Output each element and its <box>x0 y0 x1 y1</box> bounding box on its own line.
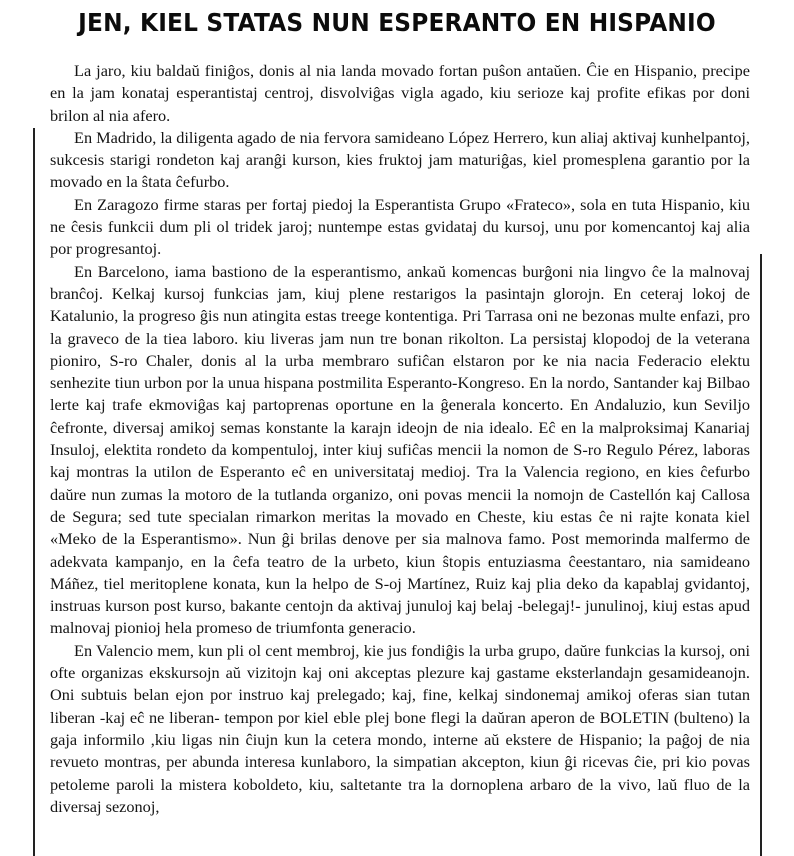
right-margin-rule <box>760 254 762 856</box>
paragraph-3: En Zaragozo firme staras per fortaj piedoj la Esperantista Grupo «Frateco», sola en tuta Hispanio, kiu ne ĉesis funkcii dum pli ol tridek jaroj; nuntempe estas gvidataj du kursoj, unu por komencantoj kaj alia por progresantoj. <box>50 194 750 259</box>
paragraph-5: En Valencio mem, kun pli ol cent membroj, kie jus fondiĝis la urba grupo, daŭre funkcias la kursoj, oni ofte organizas ekskursojn aŭ vizitojn kaj oni akceptas plezure kaj gastame eksterlandajn gesamideanojn. Oni subtuis belan ejon por instruo kaj prelegado; kaj, fine, kelkaj sindonemaj amikoj oferas sian tutan liberan -kaj eĉ ne liberan- tempon por kiel eble plej bone flegi la daŭran aperon de BOLETIN (bulteno) la gaja informilo ,kiu ligas nin ĉiujn kun la cetera mondo, interne aŭ ekstere de Hispanio; la paĝoj de nia revueto montras, per abunda interesa kunlaboro, la simpatian akcepton, kiun ĝi ricevas ĉie, pri kio povas petoleme paroli la mistera koboldeto, kiu, saltetante tra la dornoplena arbaro de la vivo, laŭ fluo de la diversaj sezonoj, <box>50 640 750 816</box>
paragraph-2: En Madrido, la diligenta agado de nia fervora samideano López Herrero, kun aliaj aktivaj kunhelpantoj, sukcesis starigi rondeton kaj aranĝi kurson, kies fruktoj jam maturiĝas, kiel promesplena garantio por la movado en la ŝtata ĉefurbo. <box>50 127 750 192</box>
left-margin-rule <box>33 128 35 856</box>
article-title: JEN, KIEL STATAS NUN ESPERANTO EN HISPANIO <box>78 8 716 37</box>
paragraph-4: En Barcelono, iama bastiono de la esperantismo, ankaŭ komencas burĝoni nia lingvo ĉe la malnovaj branĉoj. Kelkaj kursoj funkcias jam, kiuj plene restarigos la pasintajn glorojn. En ceteraj lokoj de Katalunio, la progreso ĝis nun atingita estas treege kontentiga. Pri Tarrasa oni ne bezonas multe enfazi, pro la graveco de la tiea laboro. kiu liveras jam nun tre bonan rikolton. La persistaj klopodoj de la veterana pioniro, S-ro Chaler, donis al la urba membraro sufiĉan elstaron por ke nia nacia Federacio elektu senhezite tiun urbon por la unua hispana postmilita Esperanto-Kongreso. En la nordo, Santander kaj Bilbao lerte kaj trafe ekmoviĝas kaj partoprenas oportune en la ĝenerala koncerto. En Andaluzio, kun Seviljo ĉefronte, diversaj amikoj semas konstante la karajn ideojn de nia idealo. Eĉ en la malproksimaj Kanariaj Insuloj, elektita rondeto da kompentuloj, inter kiuj sufiĉas mencii la nomon de S-ro Regulo Pérez, laboras kaj montras la utilon de Esperanto eĉ en universitataj medioj. Tra la Valencia regiono, en kies ĉefurbo daŭre nun zumas la motoro de la tutlanda organizo, oni povas mencii la nomojn de Castellón kaj Callosa de Segura; sed tute specialan rimarkon meritas la movado en Cheste, kiu estas ĉe ni rajte konata kiel «Meko de la Esperantismo». Nun ĝi brilas denove per sia malnova famo. Post memorinda malfermo de adekvata kampanjo, en la ĉefa teatro de la urbeto, kiun ŝtopis entuziasma ĉeestantaro, nia samideano Máñez, tiel meritoplene konata, kun la helpo de S-oj Martínez, Ruiz kaj plia deko da kapablaj gvidantoj, instruas kurson post kurso, bakante centojn da aktivaj junuloj kaj belaj -belegaj!- junulinoj, kiuj estas apud malnovaj pionioj hela promeso de triumfonta generacio. <box>50 261 750 638</box>
article-body <box>50 60 750 818</box>
paragraph-1: La jaro, kiu baldaŭ finiĝos, donis al nia landa movado fortan puŝon antaŭen. Ĉie en Hispanio, precipe en la jam konataj esperantistaj centroj, disvolviĝas vigla agado, kiu serioze kaj profite efikas por doni brilon al nia afero. <box>50 61 750 125</box>
